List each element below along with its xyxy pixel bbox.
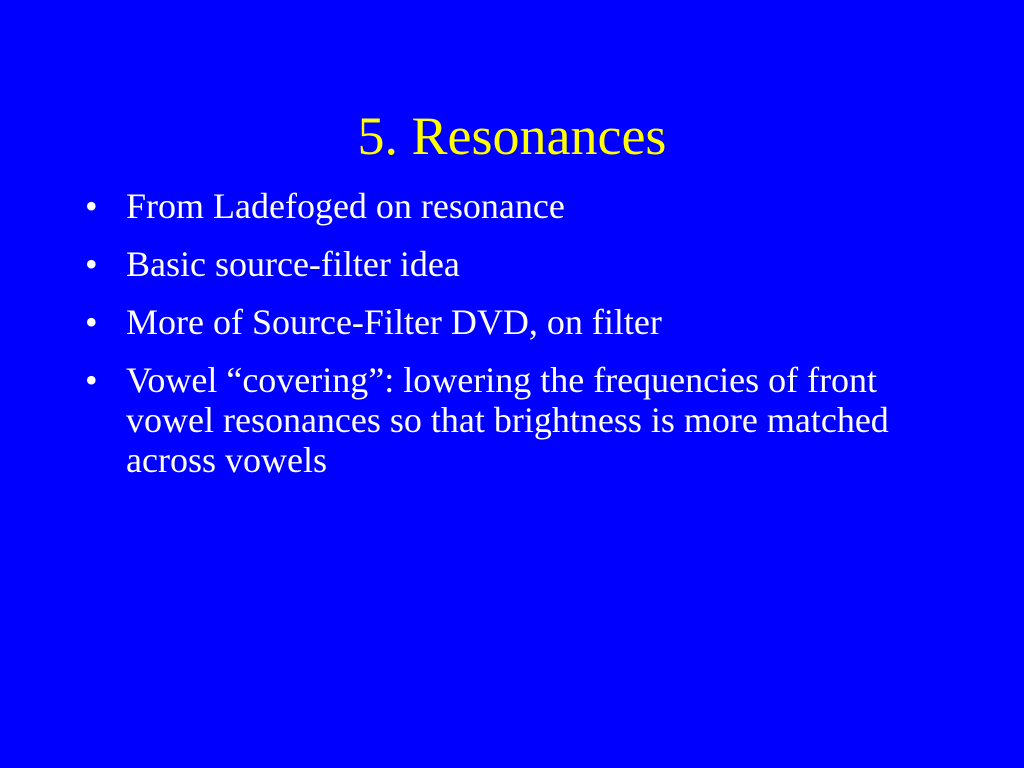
list-item xyxy=(85,360,955,480)
bullet-icon: • xyxy=(85,302,98,342)
list-item xyxy=(85,302,955,342)
bullet-icon: • xyxy=(85,360,98,400)
list-item xyxy=(85,244,955,284)
bullet-icon: • xyxy=(85,186,98,226)
bullet-text: Basic source-filter idea xyxy=(126,244,460,284)
bullet-text: Vowel “covering”: lowering the frequencies of front vowel resonances so that brightness is more matched across vowels xyxy=(126,360,889,480)
slide-title: 5. Resonances xyxy=(357,106,667,166)
bullet-list xyxy=(85,186,955,498)
list-item xyxy=(85,186,955,226)
bullet-text: From Ladefoged on resonance xyxy=(126,186,565,226)
bullet-icon: • xyxy=(85,244,98,284)
bullet-text: More of Source-Filter DVD, on filter xyxy=(126,302,662,342)
